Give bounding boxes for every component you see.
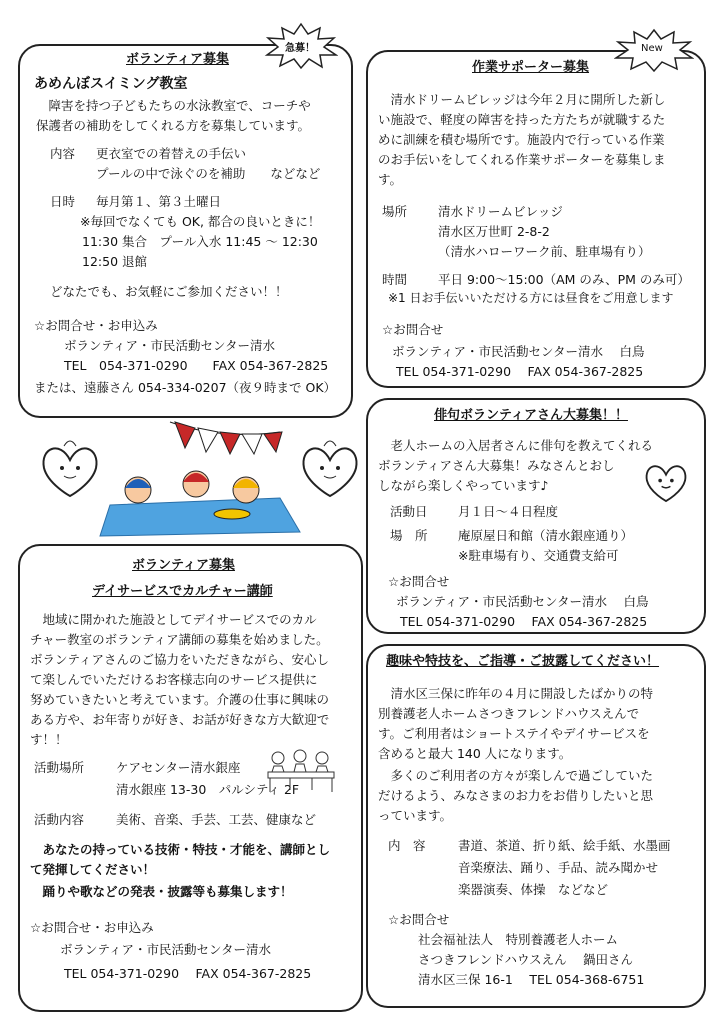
swim-content-label: 内容 <box>50 146 76 161</box>
swim-schedule-2: 12:50 退館 <box>82 254 147 269</box>
worker-intro-5: す。 <box>378 172 403 187</box>
culture-appeal-1: あなたの持っている技術・特技・才能を、講師とし <box>30 842 331 857</box>
new-badge <box>614 28 694 72</box>
swim-header: ボランティア募集 <box>126 52 229 67</box>
swim-content-2: プールの中で泳ぐのを補助 などなど <box>96 166 321 181</box>
culture-place-2: 清水銀座 13-30 パルシティ 2F <box>116 782 300 797</box>
swim-contact-title: ☆お問合せ・お申込み <box>34 318 158 333</box>
workshop-people-icon <box>260 742 342 796</box>
worker-contact-tel: TEL 054-371-0290 FAX 054-367-2825 <box>396 364 644 379</box>
haiku-date: 月１日～４日程度 <box>458 504 559 519</box>
culture-intro-6: ある方や、お年寄りが好き、お話が好きな方大歓迎で <box>30 712 330 727</box>
culture-contact-title: ☆お問合せ・お申込み <box>30 920 154 935</box>
culture-contact-org: ボランティア・市民活動センター清水 <box>60 942 272 957</box>
hobby-contact-org1: 社会福祉法人 特別養護老人ホーム <box>418 932 619 947</box>
urgent-badge <box>264 22 338 70</box>
culture-intro-2: チャー教室のボランティア講師の募集を始めました。 <box>30 632 329 647</box>
hobby-intro-3: す。ご利用者はショートステイやデイサービスを <box>378 726 650 741</box>
culture-title: デイサービスでカルチャー講師 <box>92 584 273 599</box>
haiku-place-note: ※駐車場有り、交通費支給可 <box>458 548 619 563</box>
swim-contact-org: ボランティア・市民活動センター清水 <box>64 338 276 353</box>
worker-contact-org: ボランティア・市民活動センター清水 白鳥 <box>392 344 645 359</box>
culture-content: 美術、音楽、手芸、工芸、健康など <box>116 812 317 827</box>
worker-note: ※1 日お手伝いいただける方には昼食をご用意します <box>388 291 674 305</box>
hobby-contact-tel: 清水区三保 16-1 TEL 054-368-6751 <box>418 972 645 987</box>
swim-title: あめんぼスイミング教室 <box>34 76 188 92</box>
swim-section <box>18 44 353 418</box>
worker-contact-title: ☆お問合せ <box>382 322 444 337</box>
new-badge-label: New <box>641 43 663 54</box>
culture-place-1: ケアセンター清水銀座 <box>116 760 241 775</box>
culture-intro-7: す！！ <box>30 732 68 747</box>
hobby-intro-2: 別養護老人ホームさつきフレンドハウスえんで <box>378 706 640 721</box>
heart-mascot-icon <box>43 441 96 496</box>
worker-time: 平日 9:00～15:00（AM のみ、PM のみ可） <box>438 272 690 287</box>
hobby-contact-org2: さつきフレンドハウスえん 鍋田さん <box>418 952 634 967</box>
worker-intro-4: のお手伝いをしてくれる作業サポーターを募集しま <box>378 152 666 167</box>
hobby-intro-4: 含めると最大 140 人になります。 <box>378 746 572 761</box>
worker-intro-3: めに訓練を積む場所です。施設内で行っている作業 <box>378 132 665 147</box>
hobby-intro-5: 多くのご利用者の方々が楽しんで過ごしていた <box>378 768 654 783</box>
hobby-intro-1: 清水区三保に昨年の４月に開設したばかりの特 <box>378 686 654 701</box>
worker-intro-2: い施設で、軽度の障害を持った方たちが就職するた <box>378 112 666 127</box>
hobby-content-3: 楽器演奏、体操 などなど <box>458 882 609 897</box>
culture-intro-4: て楽しんでいただけるお客様志向のサービス提供に <box>30 672 318 687</box>
swim-contact-alt: または、遠藤さん 054-334-0207（夜９時まで OK） <box>34 380 337 395</box>
hobby-contact-title: ☆お問合せ <box>388 912 450 927</box>
haiku-date-label: 活動日 <box>390 504 428 519</box>
hobby-section <box>366 644 706 1008</box>
swimming-pool-icon <box>100 471 300 536</box>
hobby-content-2: 音楽療法、踊り、手品、読み聞かせ <box>458 860 659 875</box>
worker-place-1: 清水ドリームビレッジ <box>438 204 563 219</box>
swim-note: ※毎回でなくても OK, 都合の良いときに！ <box>80 214 321 229</box>
swim-contact-tel: TEL 054-371-0290 FAX 054-367-2825 <box>64 358 329 373</box>
haiku-intro-3: しながら楽しくやっています♪ <box>378 478 549 493</box>
swim-intro-line-1: 障害を持つ子どもたちの水泳教室で、コーチや <box>36 98 311 113</box>
hobby-content-label: 内 容 <box>388 838 426 853</box>
haiku-place-label: 場 所 <box>390 528 428 543</box>
haiku-intro-1: 老人ホームの入居者さんに俳句を教えてくれる <box>378 438 654 453</box>
culture-appeal-2: て発揮してください！ <box>30 862 156 877</box>
haiku-intro-2: ボランティアさん大募集！みなさんとおし <box>378 458 615 473</box>
culture-appeal-3: 踊りや歌などの発表・披露等も募集します！ <box>30 884 293 899</box>
hobby-intro-6: だけるよう、みなさまのお力をお借りしたいと思 <box>378 788 654 803</box>
culture-content-label: 活動内容 <box>34 812 85 827</box>
bunting-flags <box>170 422 282 454</box>
worker-intro-1: 清水ドリームビレッジは今年２月に開所した新し <box>378 92 666 107</box>
culture-contact-tel: TEL 054-371-0290 FAX 054-367-2825 <box>64 966 312 981</box>
heart-mascot-icon <box>303 441 356 496</box>
culture-intro-1: 地域に開かれた施設としてデイサービスでのカル <box>30 612 317 627</box>
haiku-contact-tel: TEL 054-371-0290 FAX 054-367-2825 <box>400 614 648 629</box>
culture-intro-3: ボランティアさんのご協力をいただきながら、安心し <box>30 652 330 667</box>
worker-time-label: 時間 <box>382 272 408 287</box>
haiku-contact-title: ☆お問合せ <box>388 574 450 589</box>
worker-place-2: 清水区万世町 2-8-2 <box>438 224 550 239</box>
swim-date: 毎月第１、第３土曜日 <box>96 194 222 209</box>
culture-header: ボランティア募集 <box>132 558 235 573</box>
worker-title: 作業サポーター募集 <box>472 60 590 75</box>
worker-place-label: 場所 <box>382 204 408 219</box>
heart-mascot-icon <box>644 460 688 504</box>
culture-intro-5: 努めていきたいと考えています。介護の仕事に興味の <box>30 692 330 707</box>
urgent-badge-label: 急募！ <box>285 43 315 54</box>
haiku-title: 俳句ボランティアさん大募集！！ <box>434 408 628 423</box>
swim-intro-line-2: 保護者の補助をしてくれる方を募集しています。 <box>36 118 311 133</box>
swim-content-1: 更衣室での着替えの手伝い <box>96 146 247 161</box>
worker-place-3: （清水ハローワーク前、駐車場有り） <box>438 244 651 259</box>
haiku-section <box>366 398 706 634</box>
hobby-intro-7: っています。 <box>378 808 453 823</box>
swim-date-label: 日時 <box>50 194 76 209</box>
culture-place-label: 活動場所 <box>34 760 85 775</box>
illustration <box>20 410 360 540</box>
hobby-title: 趣味や特技を、ご指導・ご披露してください！ <box>386 654 660 669</box>
swim-schedule-1: 11:30 集合 プール入水 11:45 ～ 12:30 <box>82 234 318 249</box>
haiku-place: 庵原屋日和館（清水銀座通り） <box>458 528 634 543</box>
haiku-contact-org: ボランティア・市民活動センター清水 白鳥 <box>396 594 649 609</box>
culture-section <box>18 544 363 1012</box>
swim-closing: どなたでも、お気軽にご参加ください！！ <box>50 284 288 299</box>
hobby-content-1: 書道、茶道、折り紙、絵手紙、水墨画 <box>458 838 671 853</box>
worker-section <box>366 50 706 388</box>
